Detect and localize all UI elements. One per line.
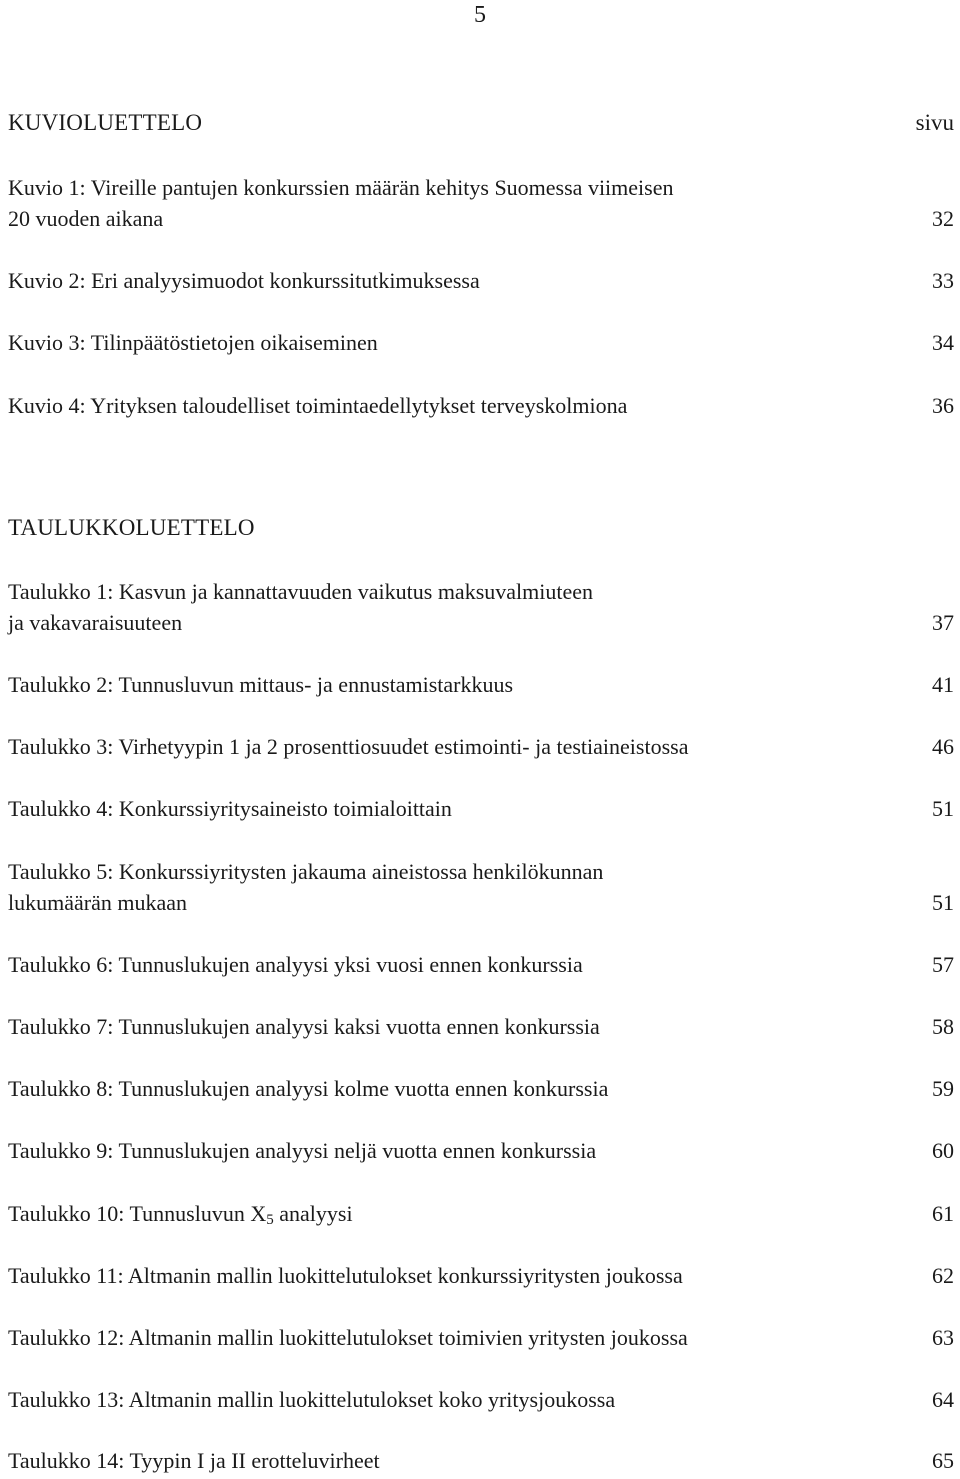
table-entry-11-page: 62: [932, 1263, 954, 1288]
table-entry-14-page: 65: [932, 1448, 954, 1473]
figure-entry-2-page: 33: [932, 268, 954, 293]
table-entry-3-page: 46: [932, 734, 954, 759]
table-entry-12-text: Taulukko 12: Altmanin mallin luokittelutulokset toimivien yritysten joukossa: [8, 1325, 688, 1350]
table-entry-1-line2: ja vakavaraisuuteen: [8, 610, 183, 635]
table-entry-13-text: Taulukko 13: Altmanin mallin luokittelutulokset koko yritysjoukossa: [8, 1387, 616, 1412]
page-number: 5: [474, 2, 486, 28]
figure-entry-1-line2: 20 vuoden aikana: [8, 206, 164, 231]
table-entry-11: [8, 1260, 954, 1291]
table-entry-7: [8, 1011, 954, 1042]
figure-entry-2-text: Kuvio 2: Eri analyysimuodot konkurssitutkimuksessa: [8, 268, 480, 293]
table-entry-10-subscript: 5: [266, 1212, 274, 1228]
table-entry-4: [8, 793, 954, 824]
table-entry-9-text: Taulukko 9: Tunnuslukujen analyysi neljä vuotta ennen konkurssia: [8, 1138, 597, 1163]
table-entry-8-page: 59: [932, 1076, 954, 1101]
table-entry-6: [8, 949, 954, 980]
table-entry-12-page: 63: [932, 1325, 954, 1350]
table-entry-5: [8, 856, 954, 918]
table-entry-5-page: 51: [932, 890, 954, 915]
table-entry-10-text-before: Taulukko 10: Tunnusluvun X: [8, 1201, 267, 1226]
table-entry-9: [8, 1135, 954, 1166]
figure-entry-3-text: Kuvio 3: Tilinpäätöstietojen oikaiseminen: [8, 330, 378, 355]
tables-heading: TAULUKKOLUETTELO: [8, 515, 255, 540]
table-entry-7-text: Taulukko 7: Tunnuslukujen analyysi kaksi vuotta ennen konkurssia: [8, 1014, 600, 1039]
page-column-header: sivu: [915, 110, 954, 135]
table-entry-11-text: Taulukko 11: Altmanin mallin luokittelutulokset konkurssiyritysten joukossa: [8, 1263, 683, 1288]
table-entry-3-text: Taulukko 3: Virhetyypin 1 ja 2 prosenttiosuudet estimointi- ja testiaineistossa: [8, 734, 689, 759]
figures-heading: KUVIOLUETTELO: [8, 110, 203, 135]
table-entry-5-line1: Taulukko 5: Konkurssiyritysten jakauma aineistossa henkilökunnan: [8, 859, 604, 884]
table-entry-4-page: 51: [932, 796, 954, 821]
table-entry-13: [8, 1384, 954, 1415]
table-entry-14: [8, 1445, 954, 1476]
figure-entry-4-page: 36: [932, 393, 954, 418]
figure-entry-3: [8, 327, 954, 358]
table-entry-12: [8, 1322, 954, 1353]
table-entry-6-page: 57: [932, 952, 954, 977]
table-entry-1-page: 37: [932, 610, 954, 635]
table-entry-8: [8, 1073, 954, 1104]
figure-entry-4-text: Kuvio 4: Yrityksen taloudelliset toimintaedellytykset terveyskolmiona: [8, 393, 628, 418]
figure-entry-1-line1: Kuvio 1: Vireille pantujen konkurssien määrän kehitys Suomessa viimeisen: [8, 175, 674, 200]
table-entry-14-text: Taulukko 14: Tyypin I ja II erotteluvirheet: [8, 1448, 380, 1473]
table-entry-8-text: Taulukko 8: Tunnuslukujen analyysi kolme vuotta ennen konkurssia: [8, 1076, 609, 1101]
table-entry-3: [8, 731, 954, 762]
table-entry-13-page: 64: [932, 1387, 954, 1412]
table-entry-9-page: 60: [932, 1138, 954, 1163]
table-entry-4-text: Taulukko 4: Konkurssiyritysaineisto toimialoittain: [8, 796, 452, 821]
table-entry-10-page: 61: [932, 1201, 954, 1226]
table-entry-7-page: 58: [932, 1014, 954, 1039]
figure-entry-2: [8, 265, 954, 296]
table-entry-2-text: Taulukko 2: Tunnusluvun mittaus- ja ennustamistarkkuus: [8, 672, 514, 697]
table-entry-2: [8, 669, 954, 700]
figure-entry-1: [8, 172, 954, 234]
table-entry-2-page: 41: [932, 672, 954, 697]
table-entry-1-line1: Taulukko 1: Kasvun ja kannattavuuden vaikutus maksuvalmiuteen: [8, 579, 593, 604]
figure-entry-4: [8, 390, 954, 421]
table-entry-6-text: Taulukko 6: Tunnuslukujen analyysi yksi vuosi ennen konkurssia: [8, 952, 583, 977]
figure-entry-3-page: 34: [932, 330, 954, 355]
figure-entry-1-page: 32: [932, 206, 954, 231]
table-entry-10-text-after: analyysi: [273, 1201, 353, 1226]
table-entry-10: [8, 1198, 954, 1229]
table-entry-5-line2: lukumäärän mukaan: [8, 890, 187, 915]
table-entry-1: [8, 576, 954, 638]
